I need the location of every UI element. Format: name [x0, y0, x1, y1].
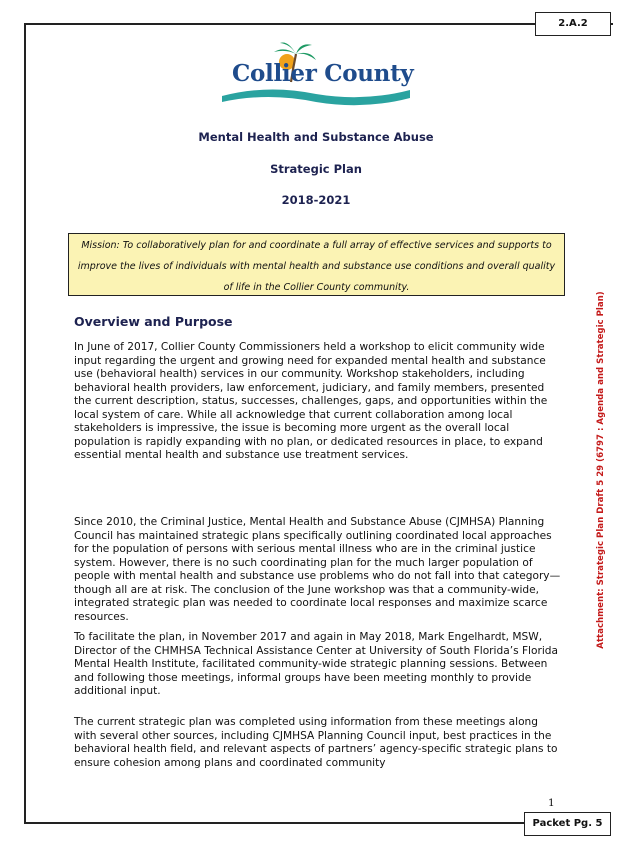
paragraph-2: Since 2010, the Criminal Justice, Mental Health and Substance Abuse (CJMHSA) Planning Council has maintained strategic plans specifically outlining coordinated local approaches for the population of persons with serious mental illness who are in the criminal justice system. However, there is no such coordinating plan for the much larger population of people with mental health and substance use problems who do not fall into that category—though all are at risk. The conclusion of the June workshop was that a community-wide, integrated strategic plan was needed to coordinate local responses and maximize scarce resources.	[74, 516, 561, 623]
collier-county-logo	[218, 40, 414, 108]
document-title: Mental Health and Substance Abuse	[198, 130, 434, 144]
packet-page-tab: Packet Pg. 5	[524, 812, 611, 836]
attachment-note-text: Attachment: Strategic Plan Draft 5 29 (6797 : Agenda and Strategic Plan)	[596, 291, 606, 649]
section-heading: Overview and Purpose	[74, 314, 233, 329]
paragraph-3: To facilitate the plan, in November 2017 and again in May 2018, Mark Engelhardt, MSW, Director of the CHMHSA Technical Assistance Center at University of South Florida’s Florida Mental Health Institute, facilitated community-wide strategic planning sessions. Between and following those meetings, informal groups have been meeting monthly to provide additional input.	[74, 631, 558, 697]
mission-statement-box	[68, 233, 565, 296]
paragraph-1: In June of 2017, Collier County Commissioners held a workshop to elicit community wide input regarding the urgent and growing need for expanded mental health and substance use (behavioral health) services in our community. Workshop stakeholders, including behavioral health providers, law enforcement, judiciary, and family members, presented the current description, status, successes, challenges, gaps, and opportunities within the local system of care. While all acknowledge that current collaboration among local stakeholders is impressive, the issue is becoming more urgent as the overall local population is rapidly expanding with no plan, or dedicated resources in place, to expand essential mental health and substance use treatment services.	[74, 341, 548, 461]
agenda-item-tab: 2.A.2	[535, 12, 611, 36]
logo-wordmark: Collier County	[232, 60, 414, 87]
document-subtitle: Strategic Plan	[270, 162, 362, 176]
page-number: 1	[548, 797, 555, 809]
paragraph-4: The current strategic plan was completed using information from these meetings along with several other sources, including CJMHSA Planning Council input, best practices in the behavioral health field, and relevant aspects of partners’ agency-specific strategic plans to ensure cohesion among plans and coordinated community	[74, 716, 558, 769]
mission-text: Mission: To collaboratively plan for and coordinate a full array of effective services and supports to improve the lives of individuals with mental health and substance use conditions and overall quality of life in the Collier County community.	[77, 240, 556, 293]
footer-rule	[24, 822, 524, 824]
plan-years: 2018-2021	[281, 193, 351, 207]
